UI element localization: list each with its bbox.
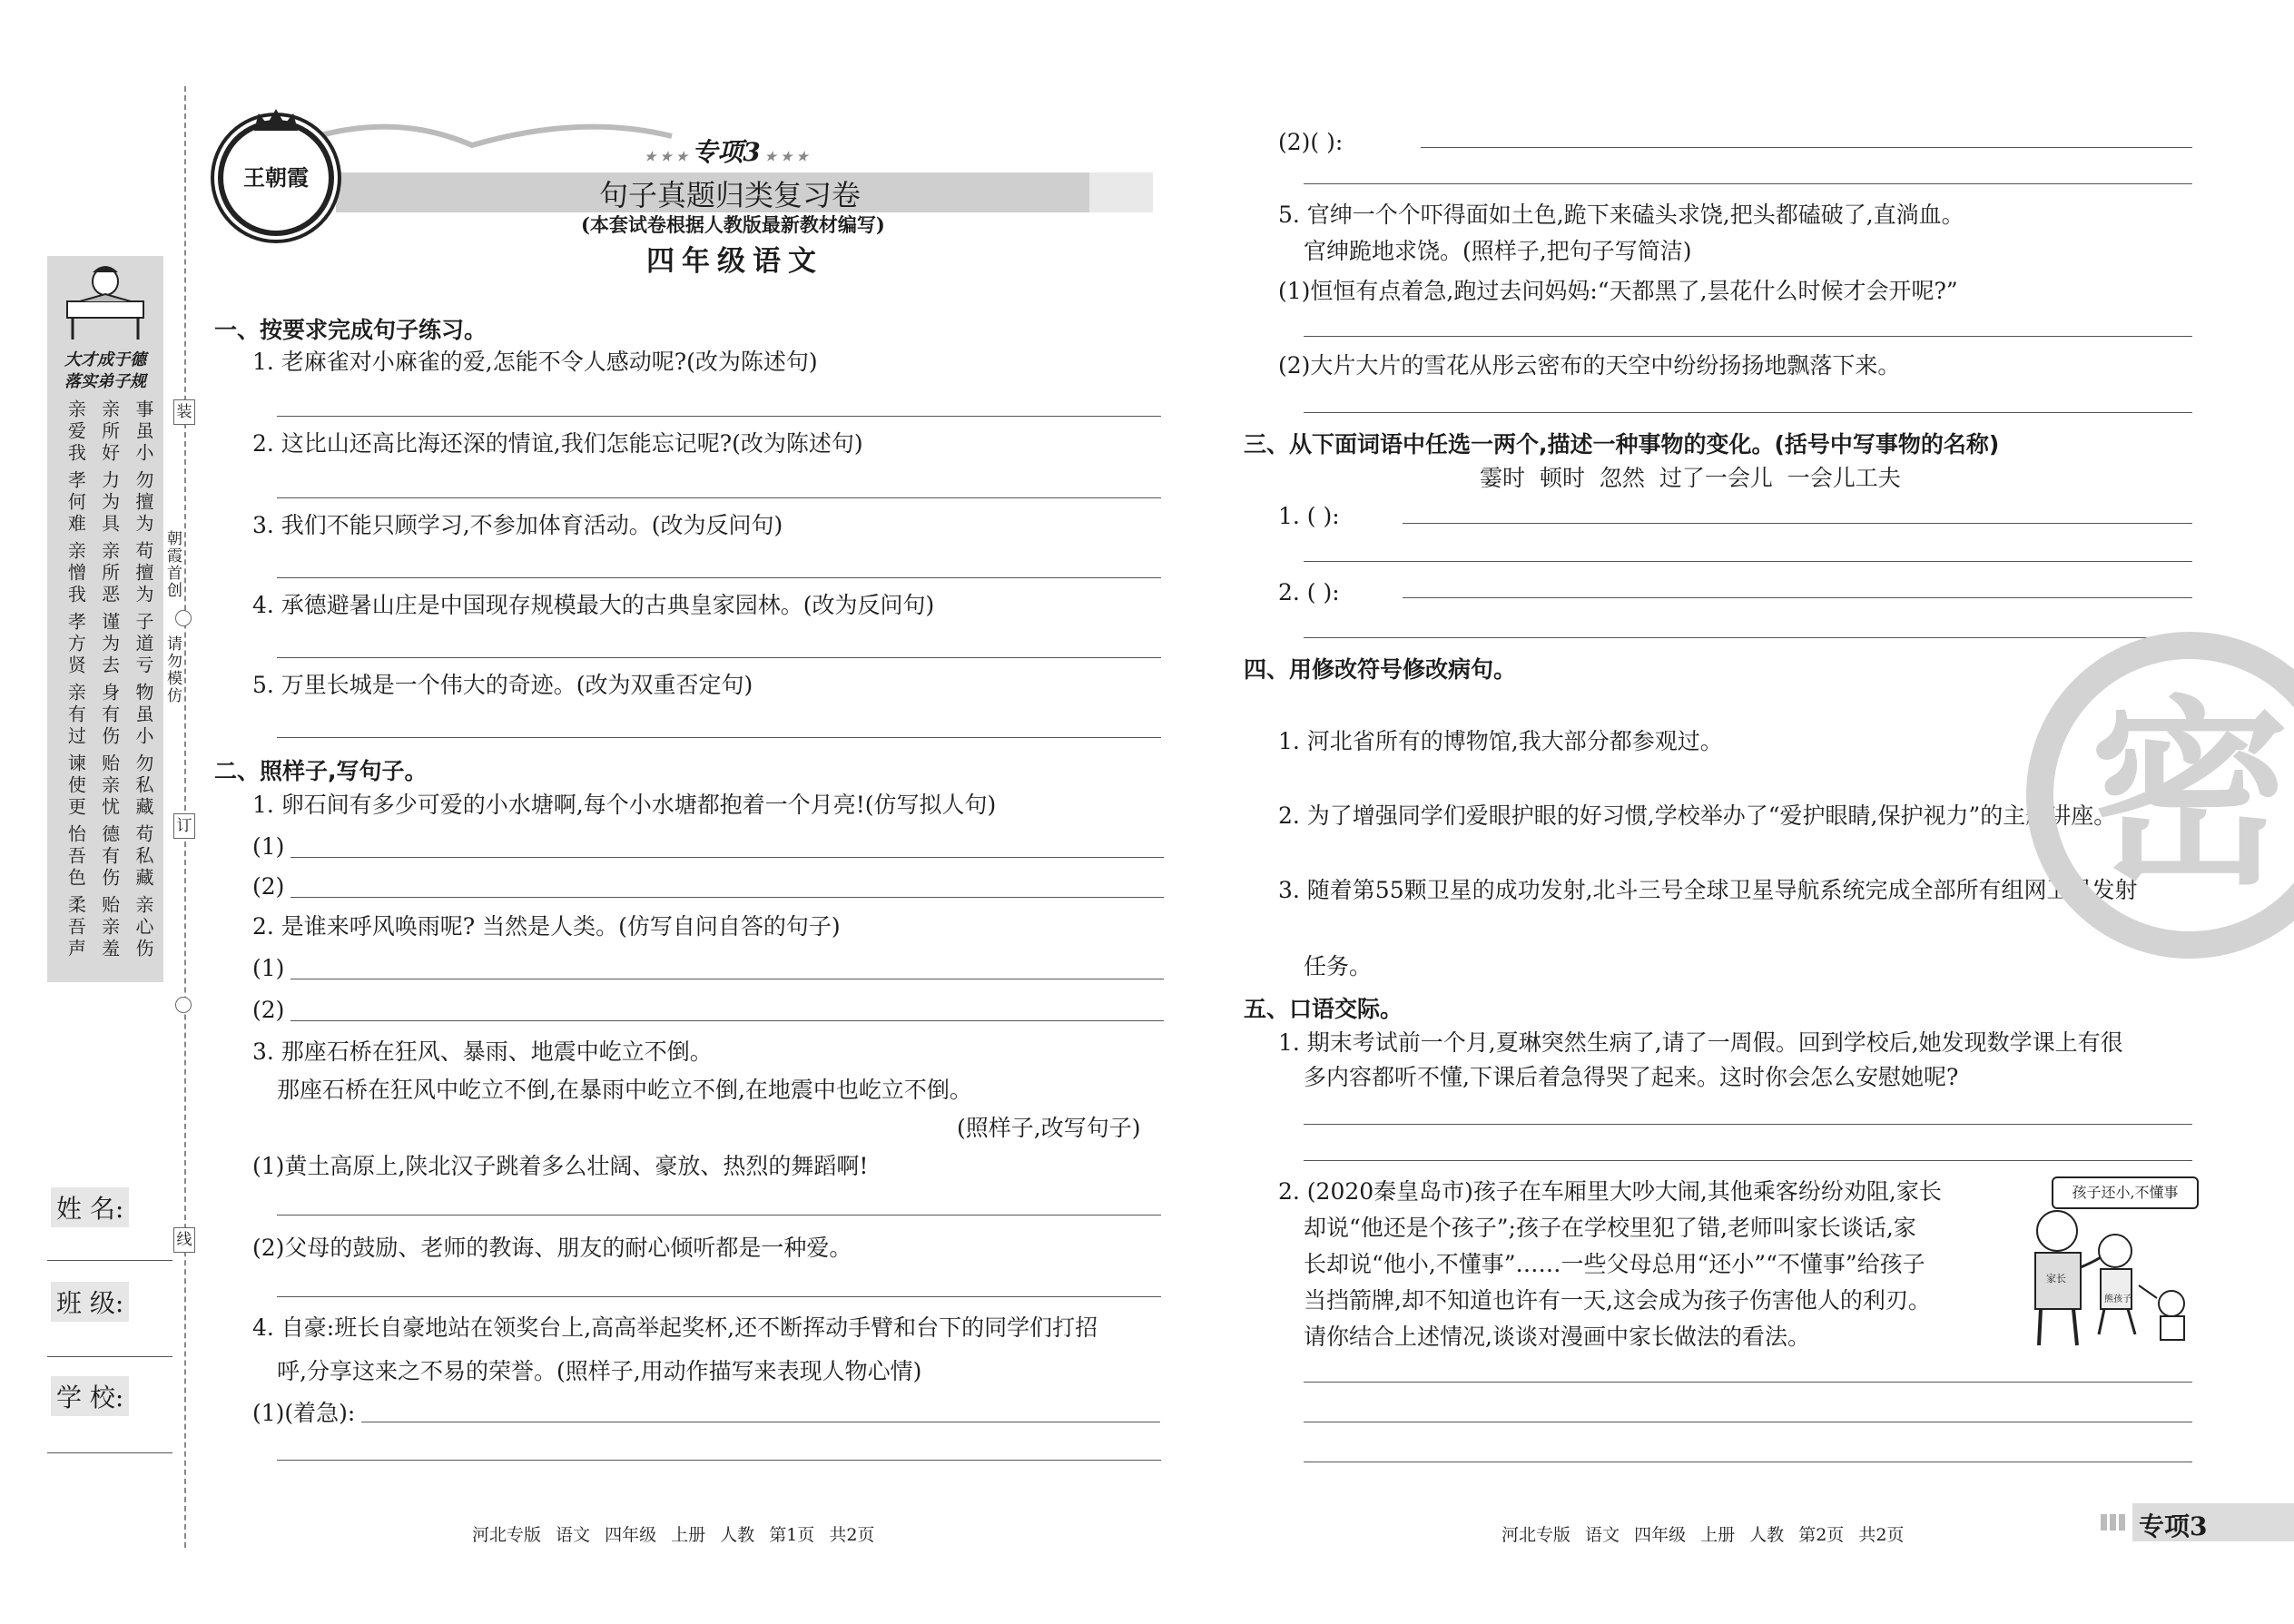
slogan-line-1: 大才成于德 [64, 350, 146, 369]
question-5-1a: 1. 期末考试前一个月,夏琳突然生病了,请了一周假。回到学校后,她发现数学课上有很 [1278, 1029, 2123, 1056]
poem-column: 贻亲羞 [98, 895, 121, 960]
question-5-1b: 多内容都听不懂,下课后着急得哭了起来。这时你会怎么安慰她呢? [1304, 1064, 1959, 1090]
school-label: 学 校: [51, 1376, 129, 1416]
question-3-2: 2. ( ): [1278, 579, 1340, 605]
answer-line[interactable] [277, 1460, 1161, 1461]
cut-mark-zhuang: 装 [173, 399, 195, 425]
poem-column: 亲爱我 [64, 399, 87, 465]
answer-line[interactable] [1304, 183, 2192, 184]
question-1-5: 5. 万里长城是一个伟大的奇迹。(改为双重否定句) [252, 672, 753, 698]
answer-line[interactable] [290, 1020, 1164, 1021]
answer-line[interactable] [1403, 523, 2192, 524]
example-sentence: 官绅跪地求饶。(照样子,把句子写简洁) [1304, 238, 1692, 264]
question-2-4b: 呼,分享这来之不易的荣誉。(照样子,用动作描写来表现人物心情) [277, 1358, 922, 1384]
answer-line[interactable] [277, 657, 1161, 658]
answer-line[interactable] [290, 857, 1164, 858]
confidential-stamp-text: 密 [2090, 679, 2290, 911]
answer-line[interactable] [277, 416, 1161, 417]
footer-left: 河北专版 语文 四年级 上册 人教 第1页 共2页 [472, 1525, 875, 1545]
question-2-5-2: (2)大片大片的雪花从彤云密布的天空中纷纷扬扬地飘落下来。 [1278, 352, 1901, 379]
question-4-1: 1. 河北省所有的博物馆,我大部分都参观过。 [1278, 728, 1723, 754]
name-label: 姓 名: [51, 1187, 129, 1227]
series-label: ★ ★ ★ 专项3 ★ ★ ★ [645, 137, 809, 167]
part-label: (2) [252, 997, 285, 1023]
answer-line[interactable] [1304, 1124, 2192, 1125]
star-decoration-left: ★ ★ ★ [645, 150, 693, 164]
question-1-2: 2. 这比山还高比海还深的情谊,我们怎能忘记呢?(改为陈述句) [252, 430, 863, 457]
anti-copy-notice-2: 请勿模仿 [163, 635, 182, 704]
brand-logo [218, 120, 334, 236]
paper-source-note: (本套试卷根据人教版最新教材编写) [581, 213, 885, 236]
cut-circle-icon [175, 997, 192, 1013]
poem-column: 谨为去 [98, 612, 121, 677]
poem-column: 力为具 [98, 470, 121, 536]
poem-column: 亲憎我 [64, 541, 87, 606]
question-1-4: 4. 承德避暑山庄是中国现存规模最大的古典皇家园林。(改为反问句) [252, 592, 935, 618]
answer-line[interactable] [1403, 597, 2192, 598]
poem-column: 孝方贤 [64, 612, 87, 677]
answer-line[interactable] [1304, 561, 2192, 562]
part-label: (1) [252, 955, 285, 981]
question-2-4-1: (1)(着急): [252, 1400, 356, 1426]
poem-column: 怡吾色 [64, 824, 87, 890]
poem-column: 贻亲忧 [98, 753, 121, 819]
cartoon-tag-parent: 家长 [2046, 1273, 2066, 1284]
answer-line[interactable] [1304, 336, 2192, 337]
instruction: (照样子,改写句子) [957, 1115, 1141, 1141]
question-5-2a: 2. (2020秦皇岛市)孩子在车厢里大吵大闹,其他乘客纷纷劝阻,家长 [1278, 1178, 1942, 1205]
tab-label: 专项3 [2139, 1511, 2208, 1541]
section-tab [2097, 1503, 2294, 1541]
cut-circle-icon [175, 610, 192, 626]
question-2-3-1: (1)黄土高原上,陕北汉子跳着多么壮阔、豪放、热烈的舞蹈啊! [252, 1153, 869, 1179]
poem-column: 事虽小 [132, 399, 154, 465]
answer-line[interactable] [1304, 1160, 2192, 1161]
answer-line[interactable] [1304, 1382, 2192, 1383]
section-3-heading: 三、从下面词语中任选一两个,描述一种事物的变化。(括号中写事物的名称) [1244, 431, 2000, 458]
section-1-heading: 一、按要求完成句子练习。 [214, 317, 487, 343]
question-4-3b: 任务。 [1304, 953, 1373, 979]
sidebar-motto-panel [47, 256, 163, 982]
part-label: (1) [252, 833, 285, 860]
answer-line[interactable] [277, 737, 1161, 738]
answer-line[interactable] [1304, 412, 2192, 413]
paper-title: 句子真题归类复习卷 [599, 178, 861, 212]
question-5-2d: 当挡箭牌,却不知道也许有一天,这会成为孩子伤害他人的利刃。 [1304, 1287, 1931, 1314]
answer-line[interactable] [277, 577, 1161, 578]
cartoon-illustration [2003, 1176, 2202, 1349]
answer-line[interactable] [277, 497, 1161, 498]
answer-line[interactable] [290, 897, 1164, 898]
cartoon-speech-bubble: 孩子还小,不懂事 [2052, 1176, 2199, 1209]
cut-mark-ding: 订 [173, 813, 195, 839]
poem-column: 柔吾声 [64, 895, 87, 960]
grade-subject: 四年级语文 [646, 245, 823, 278]
question-2-4-2: (2)( ): [1278, 129, 1344, 155]
poem-column: 勿私藏 [132, 753, 154, 819]
question-4-3a: 3. 随着第55颗卫星的成功发射,北斗三号全球卫星导航系统完成全部所有组网卫星发射 [1278, 877, 2138, 903]
poem-column: 苟私藏 [132, 824, 154, 890]
question-1-3: 3. 我们不能只顾学习,不参加体育活动。(改为反问句) [252, 512, 783, 538]
answer-line[interactable] [277, 1296, 1161, 1297]
poem-column: 子道亏 [132, 612, 154, 677]
slogan-line-2: 落实弟子规 [64, 372, 146, 391]
question-3-1: 1. ( ): [1278, 503, 1340, 529]
section-5-heading: 五、口语交际。 [1244, 996, 1403, 1022]
poem-column: 勿擅为 [132, 470, 154, 536]
poem-column: 亲所好 [98, 399, 121, 465]
question-4-2: 2. 为了增强同学们爱眼护眼的好习惯,学校举办了“爱护眼睛,保护视力”的主题讲座。 [1278, 802, 2117, 829]
question-2-3: 3. 那座石桥在狂风、暴雨、地震中屹立不倒。 [252, 1038, 713, 1065]
question-5-2b: 却说“他还是个孩子”;孩子在学校里犯了错,老师叫家长谈话,家 [1304, 1215, 1916, 1241]
brand-name: 王朝霞 [243, 164, 309, 191]
question-2-3-2: (2)父母的鼓励、老师的教诲、朋友的耐心倾听都是一种爱。 [252, 1235, 852, 1261]
poem-column: 苟擅为 [132, 541, 154, 606]
question-2-2: 2. 是谁来呼风唤雨呢? 当然是人类。(仿写自问自答的句子) [252, 913, 841, 940]
poem-column: 德有伤 [98, 824, 121, 890]
poem-column: 亲有过 [64, 683, 87, 748]
anti-copy-notice-1: 朝霞首创 [163, 530, 182, 599]
example-sentence: 那座石桥在狂风中屹立不倒,在暴雨中屹立不倒,在地震中也屹立不倒。 [277, 1077, 972, 1103]
parent-and-child-figures [2003, 1204, 2202, 1349]
poem-column: 孝何难 [64, 470, 87, 536]
name-field[interactable] [47, 1260, 172, 1261]
poem-grid [54, 399, 156, 966]
class-label: 班 级: [51, 1282, 129, 1322]
question-2-4a: 4. 自豪:班长自豪地站在领奖台上,高高举起奖杯,还不断挥动手臂和台下的同学们打招 [252, 1314, 1098, 1341]
child-scholar-illustration [56, 261, 154, 343]
question-5-2c: 长却说“他小,不懂事”……一些父母总用“还小”“不懂事”给孩子 [1304, 1251, 1925, 1277]
question-2-5-1: (1)恒恒有点着急,跑过去问妈妈:“天都黑了,昙花什么时候才会开呢?” [1278, 278, 1958, 304]
poem-column: 亲所恶 [98, 541, 121, 606]
answer-line[interactable] [1304, 637, 2192, 638]
tab-squares-icon [2101, 1514, 2128, 1530]
footer-right: 河北专版 语文 四年级 上册 人教 第2页 共2页 [1501, 1525, 1905, 1545]
class-field[interactable] [47, 1356, 172, 1357]
answer-line[interactable] [1421, 147, 2192, 148]
confidential-stamp [2026, 632, 2294, 959]
cut-mark-xian: 线 [173, 1227, 195, 1253]
part-label: (2) [252, 873, 285, 900]
section-4-heading: 四、用修改符号修改病句。 [1244, 656, 1517, 683]
question-2-1: 1. 卵石间有多少可爱的小水塘啊,每个小水塘都抱着一个月亮!(仿写拟人句) [252, 792, 997, 818]
question-2-5: 5. 官绅一个个吓得面如土色,跪下来磕头求饶,把头都磕破了,直淌血。 [1278, 202, 1964, 228]
poem-column: 物虽小 [132, 683, 154, 748]
star-decoration-right: ★ ★ ★ [760, 150, 809, 164]
poem-column: 谏使更 [64, 753, 87, 819]
answer-line[interactable] [277, 1215, 1161, 1216]
poem-column: 身有伤 [98, 683, 121, 748]
question-5-2e: 请你结合上述情况,谈谈对漫画中家长做法的看法。 [1304, 1324, 1810, 1350]
poem-column: 亲心伤 [132, 895, 154, 960]
section-2-heading: 二、照样子,写句子。 [214, 758, 428, 784]
question-1-1: 1. 老麻雀对小麻雀的爱,怎能不令人感动呢?(改为陈述句) [252, 349, 818, 375]
cartoon-tag-child: 熊孩子 [2104, 1294, 2132, 1304]
word-bank: 霎时 顿时 忽然 过了一会儿 一会儿工夫 [1480, 465, 1901, 491]
school-field[interactable] [47, 1452, 172, 1453]
